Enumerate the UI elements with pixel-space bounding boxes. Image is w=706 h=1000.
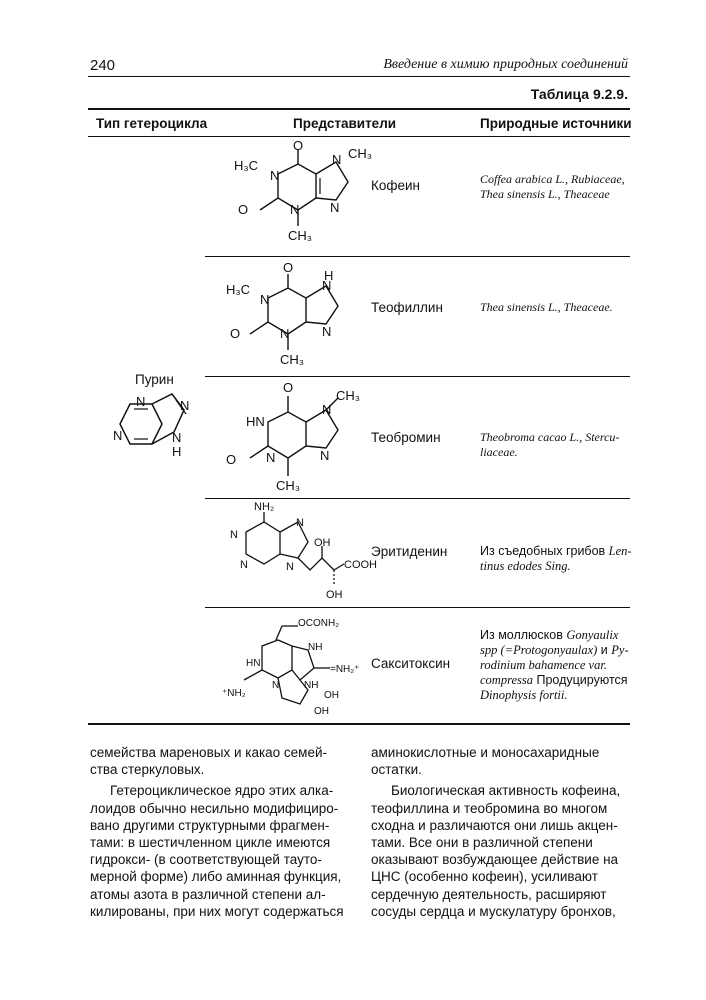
eritadenine-n9: N (286, 561, 294, 573)
eritadenine-name: Эритиденин (371, 544, 448, 559)
theophylline-structure (226, 258, 376, 373)
theophylline-name: Теофиллин (371, 300, 443, 315)
theophylline-h: H (324, 268, 334, 283)
theophylline-h3c: H₃C (226, 282, 251, 297)
theobromine-ch3-bottom: CH₃ (276, 478, 301, 493)
page-number: 240 (90, 57, 116, 74)
caffeine-n7: N (332, 152, 342, 167)
theophylline-source: Thea sinensis L., Theaceae. (480, 300, 613, 314)
caffeine-n9: N (330, 200, 340, 215)
theophylline-n1: N (260, 292, 270, 307)
theobromine-ch3-top: CH₃ (336, 388, 361, 403)
theobromine-n7: N (322, 402, 332, 417)
saxitoxin-name: Сакситоксин (371, 656, 451, 671)
header-rule (88, 76, 630, 77)
saxitoxin-n: N (272, 680, 280, 691)
caffeine-source: Coffea arabica L., Rubiaceae, Thea sinensis L., Theaceae (480, 172, 625, 201)
running-title: Введение в химию природных соединений (383, 57, 628, 72)
caffeine-ch3-bottom: CH₃ (288, 228, 313, 243)
eritadenine-oh-top: OH (314, 537, 331, 549)
theophylline-o-top: O (283, 260, 294, 275)
table-top-rule (88, 108, 630, 110)
caffeine-n3: N (290, 202, 300, 217)
theophylline-n7: N (322, 278, 332, 293)
purine-n7: N (180, 398, 190, 413)
eritadenine-oh-bottom: OH (326, 589, 343, 601)
saxitoxin-oh-1: OH (324, 690, 339, 701)
body-left-column: семейства мареновых и какао семей- ства стеркуловых. Гетероциклическое ядро этих алка- лоидов обычно несильно модифициро- вано другими структурными фрагмен- тами: в шестичленном цикле имеются гидрокси- (в соответствующей тауто- мерной форме) либо аминная функция, атомы азота в различной степени ал- килированы, при них могут содержаться (90, 745, 344, 919)
saxitoxin-nh2-right: =NH₂⁺ (330, 664, 360, 675)
theophylline-n9: N (322, 324, 332, 339)
body-right-column: аминокислотные и моносахаридные остатки. Биологическая активность кофеина, теофиллина и теобромина во многом сходна и различаются они лишь акцен- тами. Все они в различной степени оказывают возбуждающее действие на ЦНС (особенно кофеин), усиливают сердечную деятельность, расширяют сосуды сердца и мускулатуру бронхов, (371, 745, 621, 919)
saxitoxin-oh-2: OH (314, 706, 329, 717)
purine-h: H (172, 444, 182, 459)
caffeine-h3c: H₃C (234, 158, 259, 173)
header-bottom-rule (88, 136, 630, 137)
row-separator (205, 256, 630, 257)
theobromine-structure (226, 378, 376, 501)
eritadenine-n3: N (240, 559, 248, 571)
theobromine-o-left: O (226, 452, 237, 467)
saxitoxin-hn: HN (246, 658, 261, 669)
eritadenine-n1: N (230, 529, 238, 541)
caffeine-n1: N (270, 168, 280, 183)
saxitoxin-oconh2: OCONH₂ (298, 618, 340, 629)
caffeine-structure (230, 138, 380, 252)
theobromine-n3: N (266, 450, 276, 465)
purine-structure (100, 392, 210, 477)
saxitoxin-nh2-left: ⁺NH₂ (222, 688, 246, 699)
theophylline-ch3: CH₃ (280, 352, 305, 367)
eritadenine-structure (218, 501, 377, 607)
theobromine-n9: N (320, 448, 330, 463)
theobromine-o-top: O (283, 380, 294, 395)
caffeine-name: Кофеин (371, 178, 420, 193)
saxitoxin-structure (222, 614, 372, 724)
saxitoxin-source: Из моллюсков Gonyaulix spp (=Protogonyaulax) и Py- rodinium bahamence var. compressa Продуцируются Dinophysis fortii. (480, 628, 629, 702)
column-header-heterocycle: Тип гетероцикла (96, 116, 208, 131)
row-separator (205, 607, 630, 608)
theobromine-source: Theobroma cacao L., Stercu- liaceae. (480, 430, 620, 459)
purine-label: Пурин (135, 372, 174, 387)
eritadenine-nh2: NH₂ (254, 501, 275, 513)
theophylline-o-left: O (230, 326, 241, 341)
eritadenine-n7: N (296, 517, 304, 529)
theophylline-n3: N (280, 326, 290, 341)
purine-n9: N (172, 430, 182, 445)
purine-n1: N (136, 394, 146, 409)
purine-n3: N (113, 428, 123, 443)
table-label: Таблица 9.2.9. (530, 86, 628, 102)
saxitoxin-nh-bottom: NH (304, 680, 319, 691)
eritadenine-source: Из съедобных грибов Len- tinus edodes Sing. (480, 544, 632, 573)
row-separator (205, 376, 630, 377)
caffeine-ch3-top: CH₃ (348, 146, 373, 161)
theobromine-hn: HN (246, 414, 265, 429)
caffeine-o-top: O (293, 138, 304, 153)
column-header-sources: Природные источники (480, 116, 632, 131)
saxitoxin-nh-top: NH (308, 642, 323, 653)
column-header-representatives: Представители (293, 116, 397, 131)
eritadenine-cooh: COOH (344, 559, 377, 571)
caffeine-o-left: O (238, 202, 249, 217)
theobromine-name: Теобромин (371, 430, 441, 445)
